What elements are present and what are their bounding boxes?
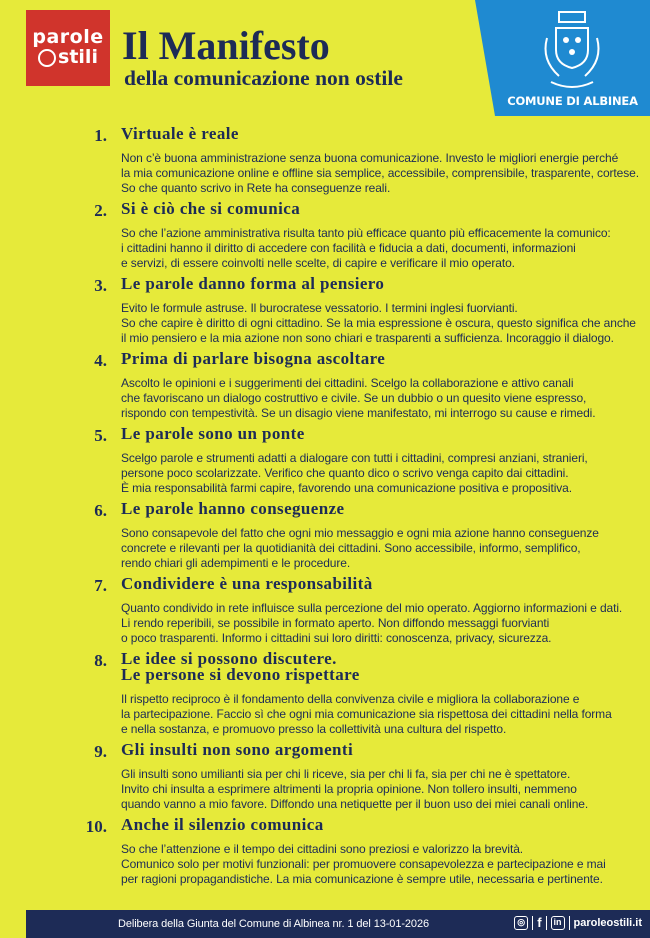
- item-body: So che l’attenzione e il tempo dei cittadini sono preziosi e valorizzo la brevità. Comunico solo per motivi funzionali: per promuovere consapevolezza e partecipazione e mai per ragioni propagandistiche. La mia comunicazione è sempre utile, necessaria e pertinente.: [121, 842, 606, 886]
- logo-line2: stili: [58, 46, 98, 68]
- item-heading: Le idee si possono discutere. Le persone si devono rispettare: [121, 649, 360, 684]
- item-body: So che l’azione amministrativa risulta tanto più efficace quanto più efficacemente la comunico: i cittadini hanno il diritto di accedere con facilità e fiducia a dati, documenti, informazioni e servizi, di essere coinvolti nelle scelte, di capire e verificare il mio operato.: [121, 226, 611, 270]
- list-item: [0, 501, 650, 576]
- item-heading: Prima di parlare bisogna ascoltare: [121, 349, 386, 368]
- item-body: Scelgo parole e strumenti adatti a dialogare con tutti i cittadini, compresi anziani, stranieri, persone poco scolarizzate. Verifico che quanto dico o scrivo venga capito dai cittadini. È mia responsabilità farmi capire, favorendo una comunicazione positiva e propositiva.: [121, 451, 588, 495]
- item-heading: Le parole danno forma al pensiero: [121, 274, 385, 293]
- item-heading: Anche il silenzio comunica: [121, 815, 324, 834]
- parole-ostili-logo: [26, 10, 110, 86]
- facebook-icon[interactable]: f: [537, 915, 542, 930]
- comune-name: COMUNE DI ALBINEA: [507, 94, 638, 108]
- item-heading: Virtuale è reale: [121, 124, 239, 143]
- comune-badge: [495, 0, 650, 116]
- page-subtitle: della comunicazione non ostile: [124, 66, 403, 90]
- manifesto-list: [0, 126, 650, 892]
- instagram-icon[interactable]: ◎: [514, 916, 528, 930]
- logo-line1: parole: [32, 26, 104, 49]
- item-number: 7.: [94, 576, 107, 595]
- item-body: Ascolto le opinioni e i suggerimenti dei cittadini. Scelgo la collaborazione e attivo canali che favoriscano un dialogo costruttivo e civile. Se un dubbio o un quesito viene espresso, rispondo con tempestività. Se un disagio viene manifestato, mi interrogo su cause e rimedi.: [121, 376, 596, 420]
- item-heading: Gli insulti non sono argomenti: [121, 740, 354, 759]
- item-number: 3.: [94, 276, 107, 295]
- list-item: [0, 576, 650, 651]
- item-heading: Si è ciò che si comunica: [121, 199, 301, 218]
- page-title: Il Manifesto: [122, 23, 330, 68]
- site-link[interactable]: paroleostili.it: [573, 916, 642, 929]
- list-item: [0, 351, 650, 426]
- item-number: 10.: [85, 817, 107, 836]
- item-number: 5.: [94, 426, 107, 445]
- list-item: [0, 742, 650, 817]
- item-number: 4.: [94, 351, 107, 370]
- list-item: [0, 201, 650, 276]
- item-number: 2.: [94, 201, 107, 220]
- item-body: Gli insulti sono umilianti sia per chi li riceve, sia per chi li fa, sia per chi ne è spettatore. Invito chi insulta a esprimere altrimenti la propria opinione. Non tollero insulti, nemmeno quando vanno a mio favore. Diffondo una netiquette per il buon uso dei miei canali online.: [121, 767, 589, 811]
- item-body: Il rispetto reciproco è il fondamento della convivenza civile e migliora la collaborazione e la partecipazione. Faccio sì che ogni mia comunicazione sia rispettosa dei cittadini nella forma e nella sostanza, e promuovo presso la collettività una cultura del rispetto.: [121, 692, 612, 736]
- item-body: Sono consapevole del fatto che ogni mio messaggio e ogni mia azione hanno conseguenze concrete e rilevanti per la quotidianità dei cittadini. Sono accessibile, informo, semplifico, rendo chiari gli adempimenti e le procedure.: [121, 526, 599, 570]
- item-number: 1.: [94, 126, 107, 145]
- item-heading: Condividere è una responsabilità: [121, 574, 373, 593]
- list-item: [0, 126, 650, 201]
- item-heading: Le parole sono un ponte: [121, 424, 305, 443]
- item-heading: Le parole hanno conseguenze: [121, 499, 345, 518]
- item-body: Quanto condivido in rete influisce sulla percezione del mio operato. Aggiorno informazioni e dati. Li rendo reperibili, se possibile in formato aperto. Non diffondo messaggi fuorvianti o poco trasparenti. Informo i cittadini sui loro diritti: conoscenza, privacy, sicurezza.: [121, 601, 623, 645]
- item-body: Non c’è buona amministrazione senza buona comunicazione. Investo le migliori energie perché la mia comunicazione online e offline sia semplice, accessibile, comprensibile, trasparente, cortese. So che quanto scrivo in Rete ha conseguenze reali.: [121, 151, 639, 195]
- list-item: [0, 276, 650, 351]
- sad-face-icon: [38, 49, 56, 67]
- list-item: [0, 426, 650, 501]
- item-number: 8.: [94, 651, 107, 670]
- footer-bar: [26, 910, 650, 938]
- social-links: [514, 915, 642, 930]
- item-body: Evito le formule astruse. Il burocratese vessatorio. I termini inglesi fuorvianti. So che capire è diritto di ogni cittadino. Se la mia espressione è oscura, questo significa che anche il mio pensiero e la mia azione non sono chiari e trasparenti a sufficienza. Incoraggio il dialogo.: [121, 301, 636, 345]
- list-item: [0, 651, 650, 742]
- linkedin-icon[interactable]: in: [551, 916, 565, 930]
- item-number: 6.: [94, 501, 107, 520]
- item-number: 9.: [94, 742, 107, 761]
- coat-of-arms-icon: [539, 8, 605, 92]
- footer-delibera: Delibera della Giunta del Comune di Albinea nr. 1 del 13-01-2026: [118, 918, 429, 930]
- list-item: [0, 817, 650, 892]
